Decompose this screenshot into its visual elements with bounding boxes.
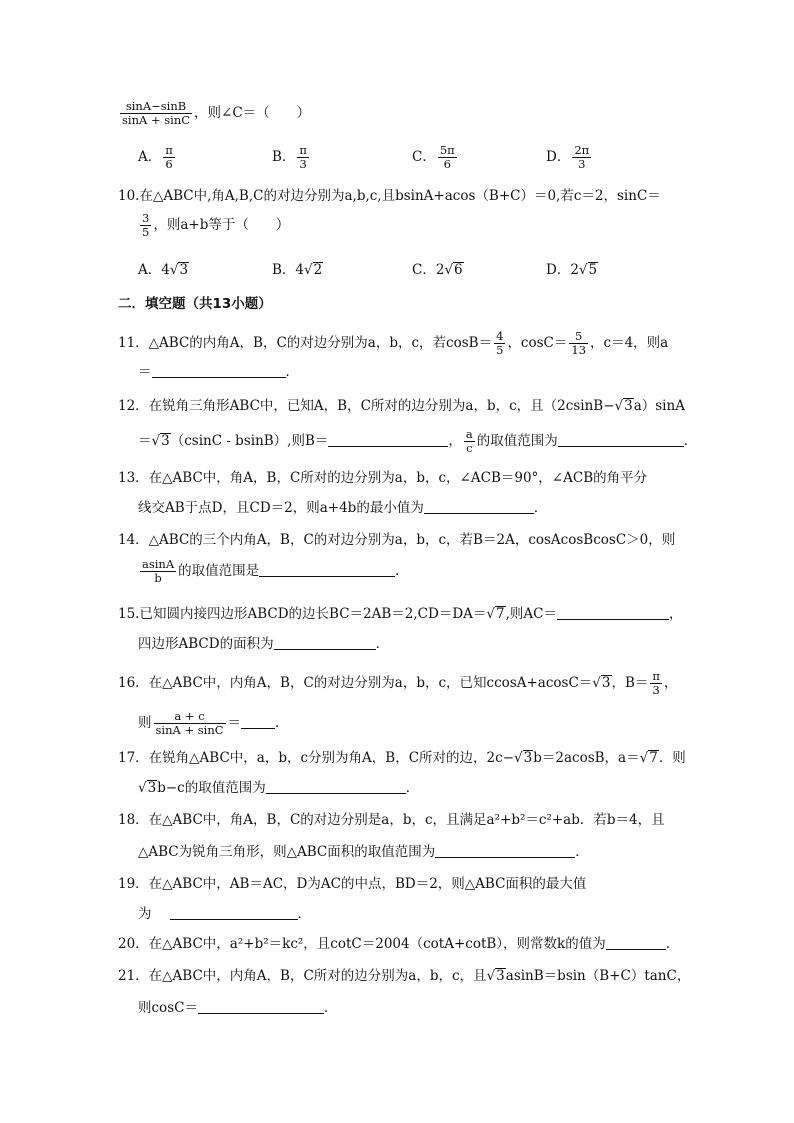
q16-text-e: ＝ bbox=[227, 715, 242, 731]
q9-frac-den: sinA + sinC bbox=[122, 113, 191, 127]
q10-line2 bbox=[138, 212, 698, 239]
q11-text-b: ，cosC＝ bbox=[507, 335, 568, 351]
q10-frac-num: 3 bbox=[142, 211, 150, 225]
option-num: π bbox=[165, 143, 173, 157]
q16-radicand: 3 bbox=[601, 675, 611, 691]
q12-text-b: a）sinA bbox=[633, 398, 685, 414]
q13-end: ． bbox=[533, 500, 548, 516]
q12-text-g: ． bbox=[683, 433, 698, 449]
q17-line1: 17．在锐角△ABC中，a，b，c分别为角A，B，C所对的边，2c−√3b＝2acosB，a＝√7．则 bbox=[118, 750, 686, 766]
answer-blank[interactable] bbox=[435, 843, 575, 858]
q17-line2: √3b−c的取值范围为 ． bbox=[138, 780, 420, 796]
q21-text: 则cosC＝ bbox=[138, 1000, 198, 1016]
q16-frac2-num: a + c bbox=[154, 710, 226, 724]
q12-text-d: （csinC - bsinB）,则B＝ bbox=[170, 433, 329, 449]
q16-line2 bbox=[138, 710, 698, 737]
q15-end: ． bbox=[375, 636, 390, 652]
q20-text: 20．在△ABC中，a²+b²＝kc²，且cotC＝2004（cotA+cotB），则常数k的值为 bbox=[118, 936, 606, 952]
option-radicand: 2 bbox=[313, 262, 323, 278]
answer-blank[interactable] bbox=[424, 499, 534, 514]
q11-text-c: ，c＝4，则a bbox=[590, 335, 669, 351]
q12-line1: 12．在锐角三角形ABC中，已知A，B，C所对的边分别为a，b，c，且（2csinB−√3a）sinA bbox=[118, 398, 685, 414]
q11-f1-den: 5 bbox=[496, 343, 504, 357]
q12-frac-num: a bbox=[465, 427, 473, 441]
option-den: 6 bbox=[165, 157, 173, 171]
q20-end: ． bbox=[665, 936, 680, 952]
q18-line1: 18．在△ABC中，角A，B，C的对边分别是a，b，c，且满足a²+b²＝c²+ab．若b＝4，且 bbox=[118, 812, 665, 828]
q21-line2 bbox=[138, 998, 698, 1018]
option-den: 3 bbox=[299, 157, 307, 171]
q13-text: 线交AB于点D，且CD＝2，则a+4b的最小值为 bbox=[138, 500, 424, 516]
q15-text-a: 15.已知圆内接四边形ABCD的边长BC＝2AB＝2,CD＝DA＝ bbox=[118, 606, 487, 622]
q11-text-a: 11．△ABC的内角A，B，C的对边分别为a，b，c，若cosB＝ bbox=[118, 335, 493, 351]
q11-f1-num: 4 bbox=[496, 329, 504, 343]
option-den: 3 bbox=[578, 157, 586, 171]
q19-end: ． bbox=[297, 906, 311, 922]
q14-text: 的取值范围是 bbox=[178, 563, 260, 579]
q9-line bbox=[118, 100, 678, 127]
answer-blank[interactable] bbox=[274, 635, 376, 650]
q17-text-a: 17．在锐角△ABC中，a，b，c分别为角A，B，C所对的边，2c− bbox=[118, 750, 515, 766]
q10-text: ，则a+b等于（ ） bbox=[153, 217, 290, 233]
answer-blank[interactable] bbox=[241, 714, 275, 729]
q14-line2 bbox=[138, 558, 698, 585]
q10-option-b: B．4√2 bbox=[272, 262, 323, 278]
option-coef: 2 bbox=[570, 262, 579, 278]
q10-option-d: D．2√5 bbox=[546, 262, 598, 278]
q12-text-f: 的取值范围为 bbox=[476, 433, 558, 449]
q13-line1: 13．在△ABC中，角A，B，C所对的边分别为a，b，c，∠ACB＝90°，∠ACB的角平分 bbox=[118, 470, 648, 486]
q12-text-c: ＝ bbox=[138, 433, 152, 449]
q14-frac-num: asinA bbox=[142, 557, 175, 571]
option-label: A． bbox=[138, 262, 162, 278]
q12-text-a: 12．在锐角三角形ABC中，已知A，B，C所对的边分别为a，b，c，且（2csinB− bbox=[118, 398, 615, 414]
option-label: D． bbox=[546, 262, 571, 278]
q11-text-e: ． bbox=[285, 364, 299, 380]
q10-option-a: A．4√3 bbox=[138, 262, 189, 278]
q16-end: ． bbox=[275, 715, 289, 731]
q12-text-e: ， bbox=[448, 433, 462, 449]
q15-text-b: ,则AC＝ bbox=[505, 606, 557, 622]
answer-blank[interactable] bbox=[259, 562, 395, 577]
q16-frac2-den: sinA + sinC bbox=[155, 723, 224, 737]
option-num: 5π bbox=[439, 143, 455, 157]
q10-line1: 10.在△ABC中,角A,B,C的对边分别为a,b,c,且bsinA+acos（B+C）＝0,若c＝2，sinC＝ bbox=[118, 188, 661, 204]
q17-text-b: b＝2acosB，a＝ bbox=[533, 750, 640, 766]
q17-radicand-1: 3 bbox=[523, 750, 533, 766]
q10-frac-den: 5 bbox=[142, 225, 150, 239]
q12-frac-den: c bbox=[466, 441, 473, 455]
q19-line2 bbox=[138, 904, 698, 924]
q9-option-b bbox=[272, 144, 311, 171]
q21-line1: 21．在△ABC中，内角A，B，C所对的边分别为a，b，c，且√3asinB＝bsin（B+C）tanC， bbox=[118, 968, 691, 984]
answer-blank[interactable] bbox=[558, 432, 684, 447]
q9-option-c bbox=[412, 144, 459, 171]
q20-line1 bbox=[118, 934, 678, 954]
option-num: 2π bbox=[574, 143, 590, 157]
q15-text: 四边形ABCD的面积为 bbox=[138, 636, 274, 652]
q14-line1: 14．△ABC的三个内角A，B，C的对边分别为a，b，c，若B＝2A，cosAcosBcosC＞0，则 bbox=[118, 532, 676, 548]
q18-end: ． bbox=[575, 844, 589, 860]
option-num: π bbox=[299, 143, 307, 157]
q19-text: 为 bbox=[138, 906, 152, 922]
option-coef: 2 bbox=[435, 262, 445, 278]
option-label: D． bbox=[546, 149, 571, 165]
answer-blank[interactable] bbox=[557, 605, 669, 620]
q21-end: ． bbox=[323, 1000, 338, 1016]
option-label: A． bbox=[138, 149, 162, 165]
answer-blank[interactable] bbox=[170, 905, 298, 920]
q11-line1 bbox=[118, 330, 678, 357]
q16-line1: 16．在△ABC中，内角A，B，C的对边分别为a，b，c，已知ccosA+acosC＝√3，B＝ $\frac{\pi}{3}$ ， bbox=[118, 669, 678, 697]
option-label: B． bbox=[272, 262, 296, 278]
q10-option-c: C．2√6 bbox=[412, 262, 463, 278]
option-label: B． bbox=[272, 149, 296, 165]
q16-frac-num: π bbox=[652, 669, 660, 683]
q15-line1: 15.已知圆内接四边形ABCD的边长BC＝2AB＝2,CD＝DA＝√7,则AC＝ ， bbox=[118, 606, 683, 622]
q11-f2-num: 5 bbox=[569, 330, 588, 344]
q13-line2 bbox=[138, 498, 698, 518]
q16-frac-den: 3 bbox=[652, 683, 660, 697]
q9-option-a bbox=[138, 144, 177, 171]
q14-end: ． bbox=[395, 563, 409, 579]
option-label: C． bbox=[412, 149, 436, 165]
q17-radicand-3: 3 bbox=[147, 780, 157, 796]
q9-fraction bbox=[120, 100, 192, 127]
q12-line2: ＝√3（csinC - bsinB）,则B＝ ， $\frac{a}{c}$ 的取值范围为 ． bbox=[138, 427, 698, 455]
answer-blank[interactable] bbox=[152, 363, 286, 378]
q11-f2-den: 13 bbox=[571, 343, 587, 357]
q11-line2 bbox=[138, 362, 698, 382]
q9-option-d bbox=[546, 144, 593, 171]
section-heading: 二．填空题（共13小题） bbox=[118, 296, 272, 312]
q17-text-d: b−c的取值范围为 bbox=[157, 780, 266, 796]
q14-frac-den: b bbox=[154, 571, 162, 585]
option-den: 6 bbox=[443, 157, 451, 171]
q16-text-d: 则 bbox=[138, 715, 152, 731]
q16-text-c: ， bbox=[663, 675, 678, 691]
answer-blank[interactable] bbox=[328, 432, 448, 447]
option-radicand: 3 bbox=[179, 262, 189, 278]
q9-frac-num: sinA−sinB bbox=[120, 100, 192, 114]
option-radicand: 5 bbox=[588, 262, 598, 278]
answer-blank[interactable] bbox=[198, 999, 324, 1014]
q11-text-d: ＝ bbox=[138, 364, 152, 380]
q21-text-b: asinB＝bsin（B+C）tanC， bbox=[505, 968, 691, 984]
answer-blank[interactable] bbox=[266, 779, 406, 794]
q12-radicand-2: 3 bbox=[161, 433, 170, 449]
option-label: C． bbox=[412, 262, 436, 278]
q16-text-b: ，B＝ bbox=[611, 675, 649, 691]
option-coef: 4 bbox=[161, 262, 170, 278]
q21-text-a: 21．在△ABC中，内角A，B，C所对的边分别为a，b，c，且 bbox=[118, 968, 487, 984]
q21-radicand: 3 bbox=[496, 968, 505, 984]
q16-text-a: 16．在△ABC中，内角A，B，C的对边分别为a，b，c，已知ccosA+acosC＝ bbox=[118, 675, 593, 691]
answer-blank[interactable] bbox=[606, 935, 666, 950]
q15-text-c: ， bbox=[669, 606, 683, 622]
q18-line2 bbox=[138, 842, 698, 862]
option-coef: 4 bbox=[295, 262, 305, 278]
q9-text: ，则∠C＝（ ） bbox=[194, 105, 311, 121]
q15-radicand: 7 bbox=[496, 606, 505, 622]
q17-text-c: ．则 bbox=[658, 750, 686, 766]
q12-radicand-1: 3 bbox=[624, 398, 633, 414]
q18-text: △ABC为锐角三角形，则△ABC面积的取值范围为 bbox=[138, 844, 436, 860]
q17-end: ． bbox=[405, 780, 420, 796]
q15-line2 bbox=[138, 634, 698, 654]
q17-radicand-2: 7 bbox=[649, 750, 658, 766]
q19-line1: 19．在△ABC中，AB＝AC，D为AC的中点，BD＝2，则△ABC面积的最大值 bbox=[118, 876, 587, 892]
option-radicand: 6 bbox=[454, 262, 463, 278]
